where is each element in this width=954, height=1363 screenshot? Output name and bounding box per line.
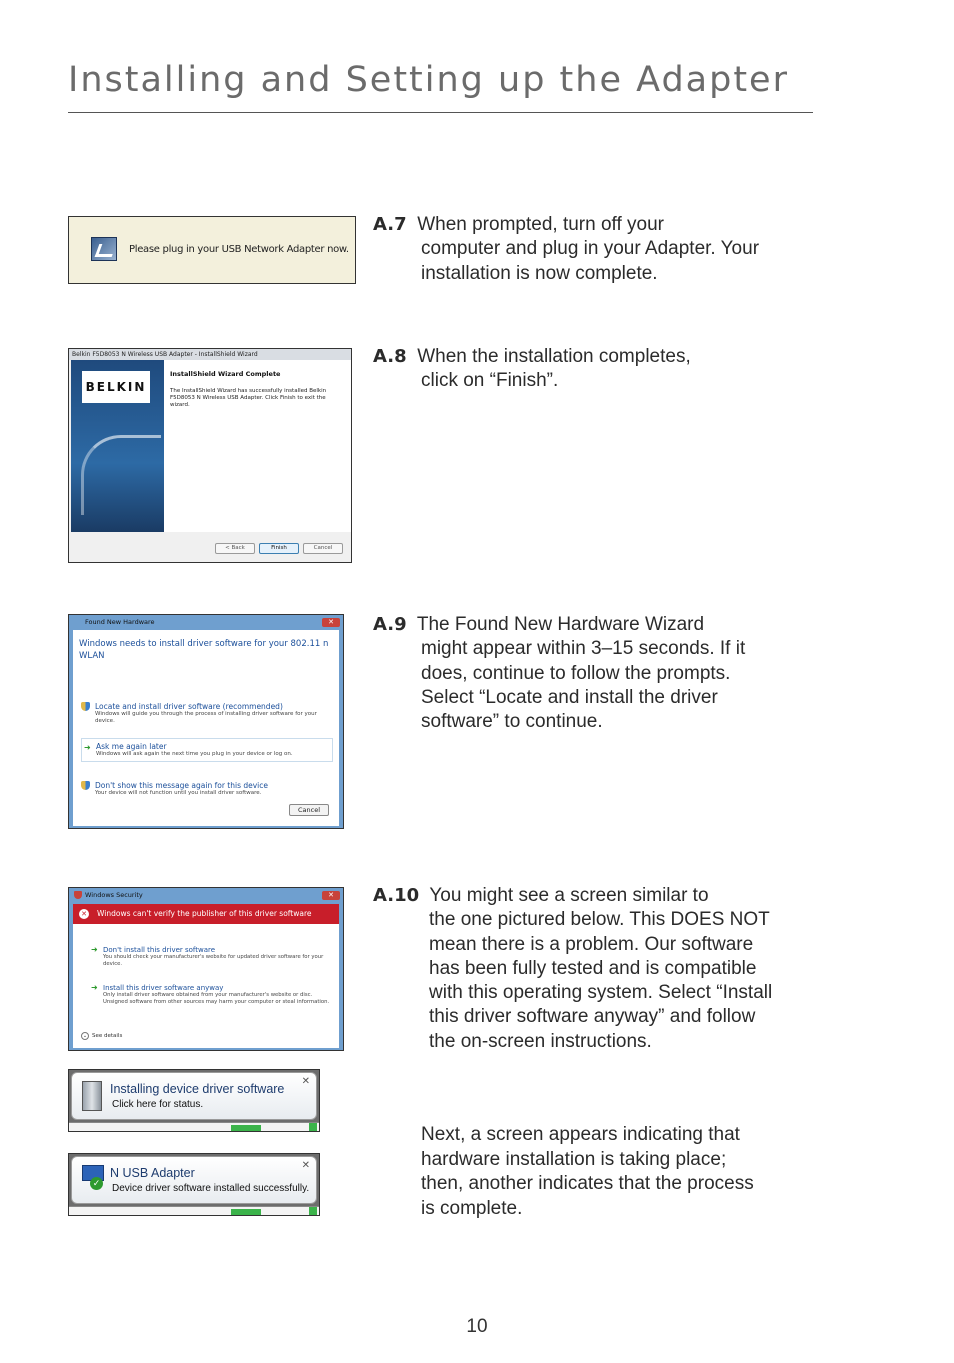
wizard-banner	[71, 360, 164, 532]
option-label: Install this driver software anyway	[103, 984, 224, 992]
balloon-title: Installing device driver software	[110, 1082, 285, 1096]
option-locate-install[interactable]: Locate and install driver software (recommended) Windows will guide you through the process of installing driver software for your device.	[81, 702, 333, 725]
shield-icon	[81, 702, 90, 711]
step-number: A.10	[373, 885, 420, 906]
screenshot-plug-in-prompt	[68, 216, 356, 284]
wizard-heading: InstallShield Wizard Complete	[170, 370, 281, 378]
option-description: Your device will not function until you install driver software.	[95, 790, 262, 796]
step-a10	[373, 884, 793, 1054]
chevron-down-icon: ⌄	[82, 1033, 88, 1039]
arrow-icon: ➜	[91, 983, 98, 992]
option-description: Only install driver software obtained from your manufacturer's website or disc. Unsigned software from other sources may harm your computer or steal information.	[103, 992, 330, 1005]
belkin-logo: BELKIN	[82, 371, 150, 403]
option-label: Don't install this driver software	[103, 946, 216, 954]
warning-icon: ✕	[79, 909, 89, 919]
step-text-cont: the one pictured below. This DOES NOT mean there is a problem. Our software has been fully tested and is compatible with this operating system. Select “Install this driver software anyway” and follow the on-screen instructions.	[429, 909, 773, 1052]
step-text: When the installation completes,	[417, 346, 691, 367]
page-title: Installing and Setting up the Adapter	[68, 60, 789, 100]
cancel-button[interactable]: Cancel	[289, 804, 329, 816]
step-a7	[373, 213, 793, 286]
option-description: You should check your manufacturer's website for updated driver software for your device.	[103, 954, 324, 967]
computer-icon	[82, 1081, 102, 1111]
balloon-subtitle[interactable]: Click here for status.	[112, 1099, 204, 1110]
step-a9	[373, 613, 793, 734]
step-a8	[373, 345, 793, 394]
window-title: Windows Security	[85, 891, 143, 899]
finish-button[interactable]: Finish	[259, 543, 299, 554]
warning-banner	[73, 904, 339, 924]
step-number: A.7	[373, 214, 407, 235]
option-dont-show[interactable]: Don't show this message again for this device Your device will not function until you install driver software.	[81, 781, 333, 797]
step-number: A.9	[373, 614, 407, 635]
security-shield-icon	[74, 891, 82, 899]
wave-graphic	[81, 435, 161, 515]
step-text-cont: computer and plug in your Adapter. Your installation is now complete.	[421, 238, 760, 284]
option-description: Windows will ask again the next time you plug in your device or log on.	[96, 751, 293, 757]
network-adapter-icon	[91, 237, 117, 261]
hardware-heading: Windows needs to install driver software for your 802.11 n WLAN	[79, 639, 329, 661]
step-text-cont: might appear within 3–15 seconds. If it does, continue to follow the prompts. Select “Locate and install the driver software” to continue.	[421, 638, 746, 733]
window-title: Belkin F5D8053 N Wireless USB Adapter - InstallShield Wizard	[69, 349, 351, 360]
option-install-anyway[interactable]	[91, 983, 333, 1005]
network-success-icon: ✓	[82, 1165, 106, 1191]
cancel-button[interactable]: Cancel	[303, 543, 343, 554]
wizard-content	[164, 360, 351, 532]
screenshot-installshield-complete	[68, 348, 352, 563]
step-number: A.8	[373, 346, 407, 367]
window-titlebar	[69, 888, 343, 902]
screenshot-installed-balloon	[68, 1153, 320, 1216]
taskbar-strip	[69, 1122, 319, 1132]
close-icon[interactable]: ✕	[322, 891, 340, 900]
step-text: The Found New Hardware Wizard	[416, 614, 705, 635]
back-button[interactable]: < Back	[215, 543, 255, 554]
title-rule	[68, 112, 813, 113]
close-icon[interactable]: ✕	[301, 1076, 310, 1087]
option-dont-install[interactable]	[91, 945, 333, 967]
plug-in-message: Please plug in your USB Network Adapter now.	[129, 244, 349, 255]
screenshot-found-new-hardware	[68, 614, 344, 829]
screenshot-installing-balloon	[68, 1069, 320, 1132]
see-details-toggle[interactable]: ⌄ See details	[82, 1033, 123, 1039]
next-paragraph: Next, a screen appears indicating that hardware installation is taking place; then, another indicates that the process is complete.	[421, 1124, 754, 1219]
arrow-icon: ➜	[91, 945, 98, 954]
page-number: 10	[466, 1316, 488, 1337]
warning-text: Windows can't verify the publisher of this driver software	[97, 909, 312, 918]
wizard-text: The InstallShield Wizard has successfully installed Belkin F5D8053 N Wireless USB Adapter. Click Finish to exit the wizard.	[170, 388, 327, 408]
window-title: Found New Hardware	[85, 618, 155, 626]
option-ask-later[interactable]: ➜ Ask me again later Windows will ask again the next time you plug in your device or log on.	[81, 738, 333, 762]
balloon-subtitle: Device driver software installed successfully.	[112, 1183, 310, 1194]
step-text: You might see a screen similar to	[429, 885, 709, 906]
balloon-title: N USB Adapter	[110, 1166, 195, 1180]
taskbar-strip	[69, 1206, 319, 1216]
screenshot-windows-security	[68, 887, 344, 1051]
option-description: Windows will guide you through the process of installing driver software for your device.	[95, 711, 317, 724]
arrow-icon: ➜	[84, 743, 91, 752]
shield-icon	[81, 781, 90, 790]
close-icon[interactable]: ✕	[322, 618, 340, 627]
step-text-cont: click on “Finish”.	[421, 370, 559, 392]
close-icon[interactable]: ✕	[301, 1160, 310, 1171]
step-text: When prompted, turn off your	[417, 214, 664, 235]
